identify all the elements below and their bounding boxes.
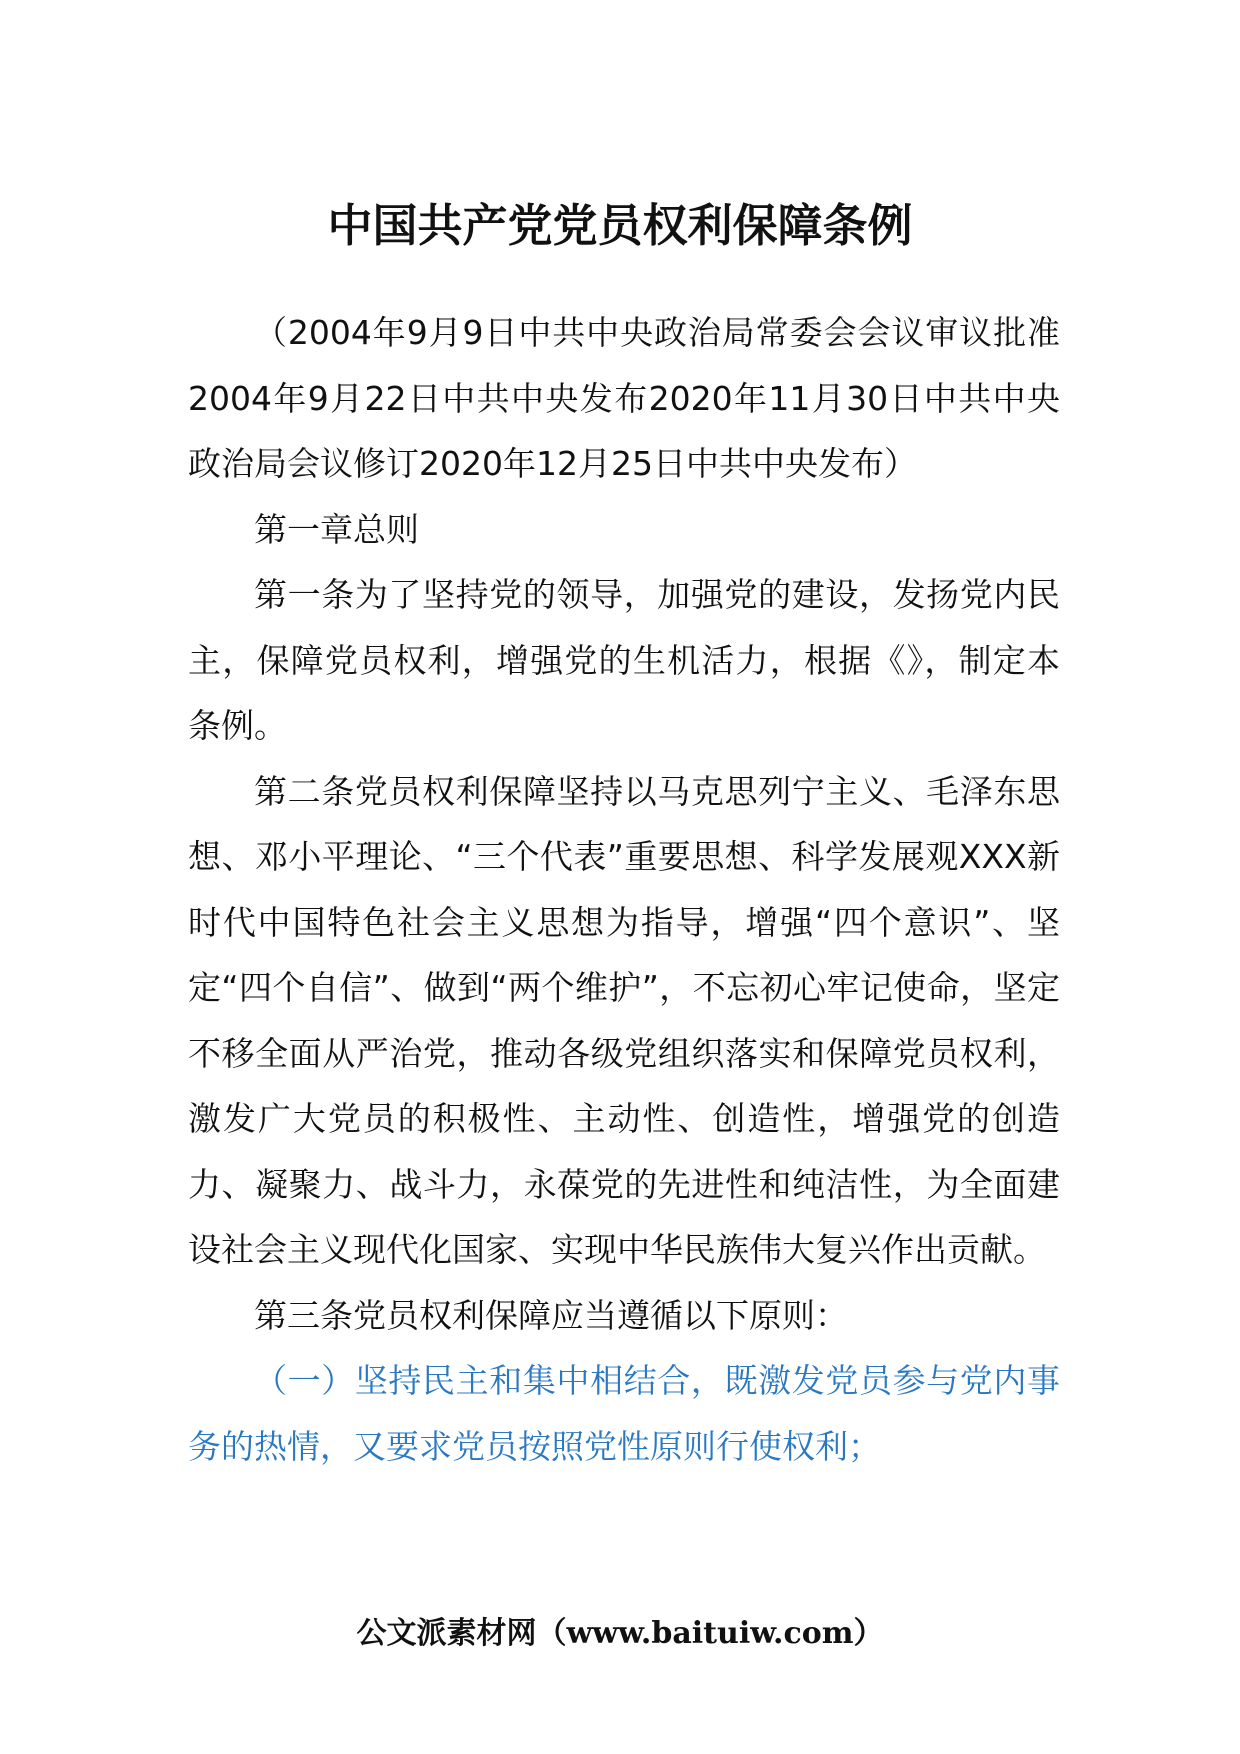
document-title: 中国共产党党员权利保障条例	[327, 199, 913, 252]
paragraph-preamble: （2004年9月9日中共中央政治局常委会会议审议批准2004年9月22日中共中央发布2020年11月30日中共中央政治局会议修订2020年12月25日中共中央发布）	[188, 313, 1060, 483]
footer-watermark: 公文派素材网（www.baituiw.com）	[356, 1616, 884, 1651]
paragraph-article-1: 第一条为了坚持党的领导，加强党的建设，发扬党内民主，保障党员权利，增强党的生机活力，根据《》，制定本条例。	[188, 575, 1060, 745]
paragraph-article-3-item-1: （一）坚持民主和集中相结合，既激发党员参与党内事务的热情，又要求党员按照党性原则行使权利；	[188, 1361, 1060, 1466]
paragraph-chapter-heading: 第一章总则	[254, 509, 419, 549]
paragraph-article-2: 第二条党员权利保障坚持以马克思列宁主义、毛泽东思想、邓小平理论、“三个代表”重要思想、科学发展观XXX新时代中国特色社会主义思想为指导，增强“四个意识”、坚定“四个自信”、做到“两个维护”，不忘初心牢记使命，坚定不移全面从严治党，推动各级党组织落实和保障党员权利，激发广大党员的积极性、主动性、创造性，增强党的创造力、凝聚力、战斗力，永葆党的先进性和纯洁性，为全面建设社会主义现代化国家、实现中华民族伟大复兴作出贡献。	[188, 771, 1060, 1269]
paragraph-article-3: 第三条党员权利保障应当遵循以下原则：	[254, 1295, 848, 1335]
document-body	[188, 300, 1060, 1479]
